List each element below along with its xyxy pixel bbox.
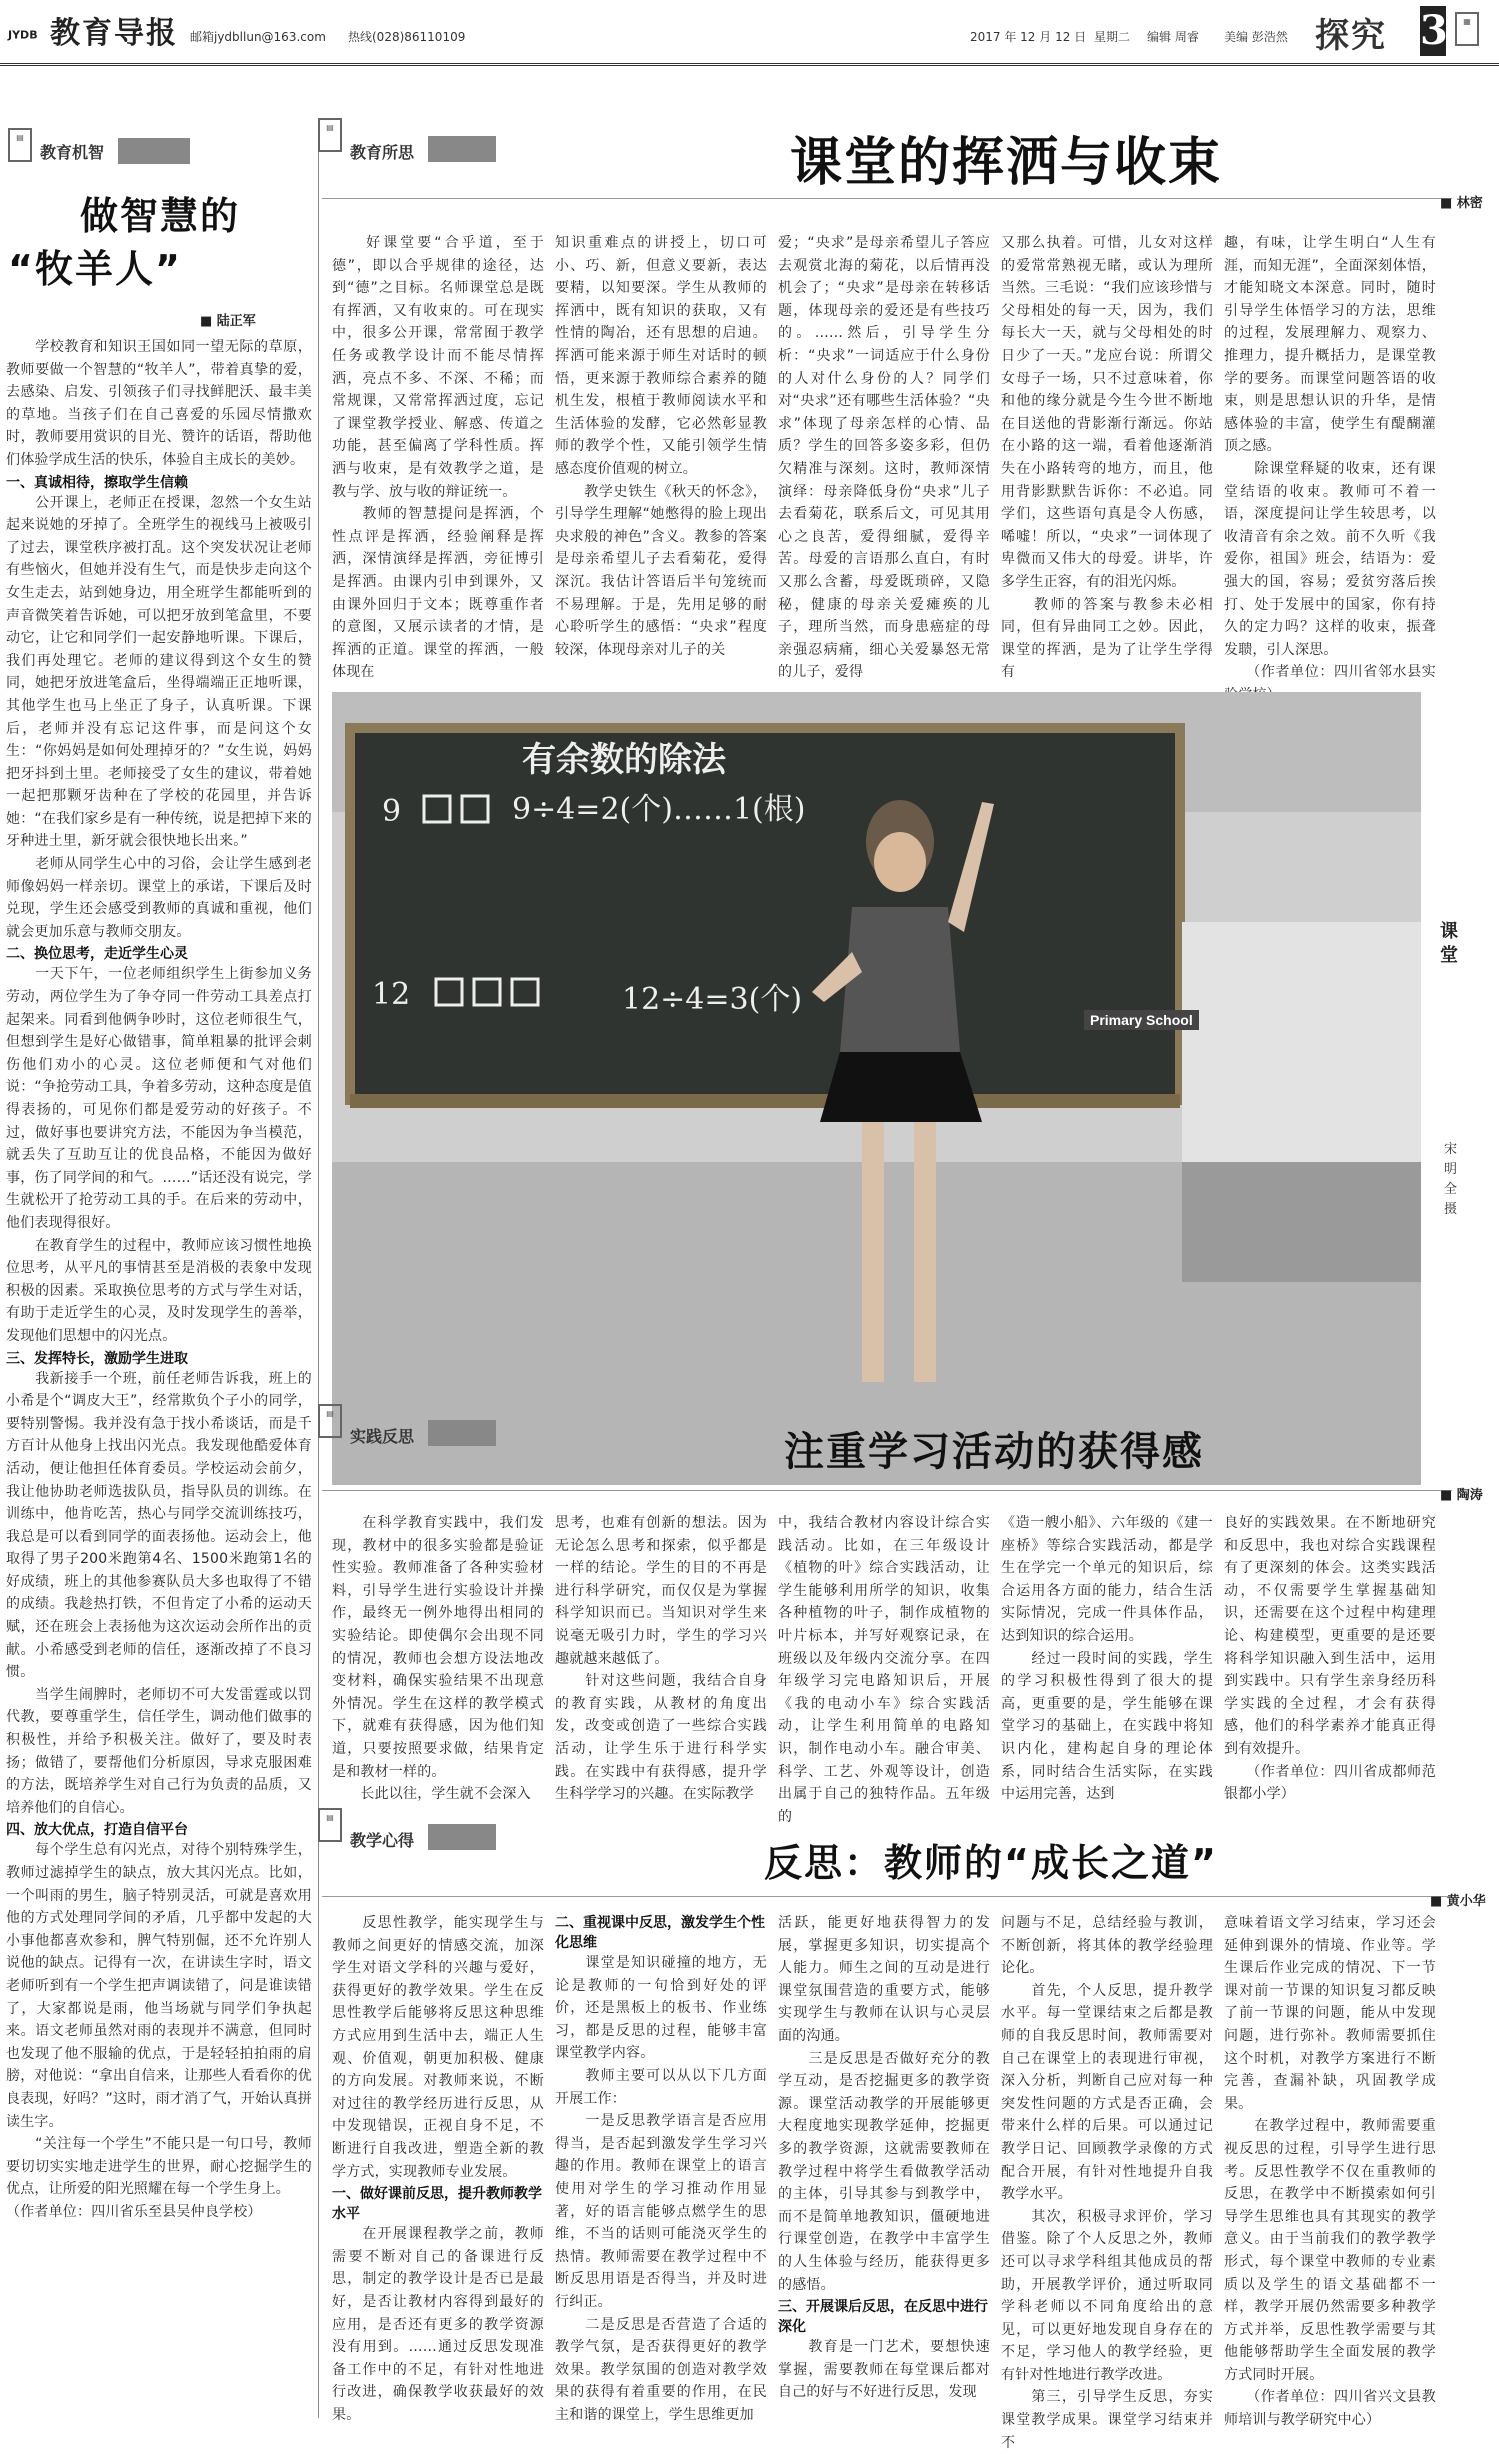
art3-col1 <box>332 1912 544 2422</box>
paragraph: 课堂是知识碰撞的地方，无论是教师的一句恰到好处的评价，还是黑板上的板书、作业练习，都是反思的过程，能够丰富课堂教学内容。 教师主要可以从以下几方面开展工作： 一是反思教学语言是否应用得当，是否起到激发学生学习兴趣的作用。教师在课堂上的语言使用对学生的学习推动作用显著，好的语言能够点燃学生的思维，不当的话则可能浇灭学生的热情。教师需要在教学过程中不断反思用语是否得当，并及时进行纠正。 二是反思是否营造了合适的教学气氛，是否获得更好的教学效果。教学氛围的创造对教学效果的获得有着重要的作用，在民主和谐的课堂上，学生思维更加 <box>555 1955 767 2423</box>
art2-col2: 思考，也难有创新的想法。因为无论怎么思考和探索，似乎都是一样的结论。学生的目的不再是进行科学研究，而仅仅是为掌握科学知识而已。当知识对学生来说毫无吸引力时，学生的学习兴趣就越来越低了。 针对这些问题，我结合自身的教育实践，从教材的角度出发，改变或创造了一些综合实践活动，让学生乐于进行科学实践。在实践中有获得感，提升学生科学学习的兴趣。在实际教学 <box>555 1515 767 1803</box>
paragraph: 当学生闹脾时，老师切不可大发雷霆或以罚代教，要尊重学生，信任学生，调动他们做事的积极性，并给予积极关注。做好了，要及时表扬；做错了，要帮他们分析原因，导求克服困难的方法，既培养学生对自己行为负责的品质，又培养他们的自信心。 <box>6 1686 312 1816</box>
paragraph: 在教育学生的过程中，教师应该习惯性地换位思考，从平凡的事情甚至是消极的表象中发现积极的因素。采取换位思考的方式与学生对话，有助于走近学生的心灵，及时发现学生的善举，发现他们思想中的闪光点。 <box>6 1237 312 1344</box>
subheading: 二、重视课中反思，激发学生个性化思维 <box>555 1915 765 1951</box>
art2-author: ■ 陶涛 <box>1440 1488 1483 1503</box>
paragraph: 每个学生总有闪光点，对待个别特殊学生，教师过滤掉学生的缺点，放大其闪光点。比如，一个叫雨的男生，脑子特别灵活，可就是喜欢用他的方式处理同学间的矛盾，几乎都中发起的大小事他都喜欢参和，脾气特别倔，还不允许别人说他的缺点。记得有一次，在讲读生字时，语文老师听到有一个学生把声调读错了，问是谁读错了，大家都说是雨，他当场就与同学们争执起来。语文老师虽然对雨的表现并不满意，但同时也发现了他不服输的优点，于是轻轻拍拍雨的肩膀，对他说：“拿出自信来，让那些人看看你的优良表现，好吗？”这时，雨才消了气，开始认真拼读生字。 <box>6 1842 312 2130</box>
art2-col3: 中，我结合教材内容设计综合实践活动。比如，在三年级设计《植物的叶》综合实践活动，让学生能够利用所学的知识，收集各种植物的叶子，制作成植物的叶片标本，并写好观察记录，在班级以及年级内交流分享。在四年级学习完电路知识后，开展《我的电动小车》综合实践活动，让学生利用简单的电路知识，制作电动小车。融合审美、科学、工艺、外观等设计，创造出属于自己的独特作品。五年级的 <box>778 1515 990 1825</box>
paragraph: 我新接手一个班，前任老师告诉我，班上的小希是个“调皮大王”，经常欺负个子小的同学，要特别警惕。我并没有急于找小希谈话，而是千方百计从他身上找出闪光点。我发现他酷爱体育活动，便让他担任体育委员。学校运动会前夕，我让他协助老师选拔队员，指导队员的训练。在训练中，他肯吃苦，热心与同学交流训练技巧，我总是可以看到同学的面表扬他。运动会上，他取得了男子200米跑第4名、1500米跑第1名的好成绩，班上的其他参赛队员大多也取得了不错的成绩。我趁热打铁，不但肯定了小希的运动天赋，还在班会上表扬他为这次运动会所作出的贡献。小希感受到老师的信任，逐渐改掉了不良习惯。 <box>6 1370 312 1681</box>
paragraph: 老师从同学生心中的习俗，会让学生感到老师像妈妈一样亲切。课堂上的承诺，下课后及时兑现，学生还会感受到教师的真诚和重视，他们就会更加乐意与教师交朋友。 <box>6 856 312 940</box>
classroom-photo <box>332 692 1421 1485</box>
subheading: 三、发挥特长，激励学生进取 <box>6 1350 188 1367</box>
column-head-art2: 实践反思 <box>350 1427 415 1446</box>
left-author: ■ 陆正军 <box>200 314 256 329</box>
subheading: 四、放大优点，打造自信平台 <box>6 1822 188 1839</box>
board-number-1: 9 <box>382 794 402 829</box>
art2-col5: 良好的实践效果。在不断地研究和反思中，我也对综合实践课程有了更深刻的体会。这类实践活动，不仅需要学生掌握基础知识，还需要在这个过程中构建理论、构建模型，更重要的是还要将科学知识融入到生活中，运用到实践中。只有学生亲身经历科学实践的全过程，才会有获得感，他们的科学素养才能真正得到有效提升。 （作者单位：四川省成都师范银都小学） <box>1224 1515 1436 1803</box>
paragraph: 活跃，能更好地获得智力的发展，掌握更多知识，切实提高个人能力。师生之间的互动是进行课堂氛围营造的重要方式，能够实现学生与教师在认识与心灵层面的沟通。 三是反思是否做好充分的教学互动，是否挖掘更多的教学资源。课堂活动教学的开展能够更大程度地实现教学延伸，挖掘更多的教学资源，这就需要教师在教学过程中将学生看做教学活动的主体，引导其参与到教学中，而不是简单地教知识，僵硬地进行课堂创造，在教学中丰富学生的人生体验与经历，能获得更多的感悟。 <box>778 1915 990 2293</box>
art1-col1: 好课堂要“合乎道，至于德”，即以合乎规律的途径，达到“德”之目标。名师课堂总是既有挥洒，又有收束的。可在现实中，很多公开课，常常囿于教学任务或教学设计而不能尽情挥洒，亮点不多、不深、不稀；而常规课，又常常挥洒过度，忘记了课堂教学授业、解惑、传道之功能，甚至偏离了学科性质。挥洒与收束，是有效教学之道，是教与学、放与收的辩证统一。 教师的智慧提问是挥洒，个性点评是挥洒，经验阐释是挥洒，深情演绎是挥洒，旁征博引是挥洒。由课内引申到课外，又由课外回归于文本；既尊重作者的意图，又展示读者的才情，是挥洒的正道。课堂的挥洒，一般体现在 <box>332 235 544 681</box>
header-phone: 热线(028)86110109 <box>348 30 466 44</box>
column-head-bar <box>118 138 190 164</box>
paragraph: 公开课上，老师正在授课，忽然一个女生站起来说她的牙掉了。全班学生的视线马上被吸引了过去，课堂秩序被打乱。这个突发状况让老师有些恼火，但她并没有生气，而是快步走向这个女生走去，站到她身边，用全班学生都能听到的声音微笑着告诉她，可以把牙放到笔盒里，不要动它，让它和同学们一起安静地听课。下课后，我们再处理它。老师的建议得到这个女生的赞同，她把牙放进笔盒后，坐得端端正正地听课，其他学生也马上坐正了身子，认真听课。下课后，老师并没有忘记这件事，而是问这个女生：“你妈妈是如何处理掉牙的？”女生说，妈妈把牙抖到土里。老师接受了女生的建议，带着她一起把那颗牙齿种在了学校的花园里，并告诉她：“在我们家乡是有一种传统，说是把掉下来的牙种进土里，新牙就会很快地长出来。” <box>6 494 312 850</box>
header-editor: 编辑 周睿 <box>1147 30 1199 44</box>
left-title-line1: 做智慧的 <box>80 194 241 238</box>
paragraph: “关注每一个学生”不能只是一句口号，教师要切切实实地走进学生的世界，耐心挖掘学生的优点，让所爱的阳光照耀在每一个学生身上。 <box>6 2136 312 2198</box>
art2-title: 注重学习活动的获得感 <box>784 1429 1204 1475</box>
photo-caption: 课堂 <box>1440 921 1458 966</box>
title-rule <box>322 1896 1452 1897</box>
paragraph: 一天下午，一位老师组织学生上街参加义务劳动，两位学生为了争夺同一件劳动工具差点打起架来。同看到他俩争吵时，这位老师很生气，但想到学生是好心做错事，简单粗暴的批评会刺伤他们劝小的心灵。这位老师便和气对他们说：“争抢劳动工具，争着多劳动，这种态度是值得表扬的，可见你们都是爱劳动的好孩子。不过，做好事也要讲究方法，不能因为争当模范，就丢失了互助互让的优良品格，不能因为做好事，伤了同学间的和气。……”话还没有说完，学生就松开了抢劳动工具的手。在后来的劳动中，他们表现得很好。 <box>6 966 312 1231</box>
paragraph: 教育是一门艺术，要想快速掌握，需要教师在每堂课后都对自己的好与不好进行反思，发现 <box>778 2339 990 2401</box>
column-head-bar <box>428 1420 496 1446</box>
art2-col1: 在科学教育实践中，我们发现，教材中的很多实验都是验证性实验。教师准备了各种实验材料，引导学生进行实验设计并操作，最终无一例外地得出相同的实验结论。即使偶尔会出现不同的情况，教师也会想方设法地改变材料，确保实验结果不出现意外情况。学生在这样的教学模式下，就难有获得感，因为他们知道，只要按照要求做，结果肯定是和教材一样的。 长此以往，学生就不会深入 <box>332 1515 544 1803</box>
newspaper-logo: JYDB 教育导报 <box>8 16 179 51</box>
art3-col4: 问题与不足，总结经验与教训，不断创新，将其体的教学经验理论化。 首先，个人反思，提升教学水平。每一堂课结束之后都是教师的自我反思时间，教师需要对自己在课堂上的表现进行审视，深入分析，判断自己应对每一种突发性问题的方式是否正确，会带来什么样的后果。可以通过记教学日记、回顾教学录像的方式配合开展，有针对性地提升自我教学水平。 其次，积极寻求评价，学习借鉴。除了个人反思之外，教师还可以寻求学科组其他成员的帮助，开展教学评价，通过听取同学科老师以不同角度给出的意见，可以更好地发现自身存在的不足，学习他人的教学经验，更有针对性地进行教学改进。 第三，引导学生反思，夯实课堂教学成果。课堂学习结束并不 <box>1001 1915 1213 2451</box>
masthead <box>0 0 1499 66</box>
photo-graphic <box>332 692 1421 1485</box>
column-head-left: 教育机智 <box>40 143 105 162</box>
art1-title: 课堂的挥洒与收束 <box>790 133 1223 193</box>
header-email: 邮箱jydbllun@163.com <box>190 30 326 44</box>
subheading: 一、做好课前反思，提升教师教学水平 <box>332 2186 542 2223</box>
paragraph: 反思性教学，能实现学生与教师之间更好的情感交流，加深学生对语文学科的兴趣与爱好，获得更好的教学效果。学生在反思性教学后能够将反思这种思维方式应用到生活中去，端正人生观、价值观，朝更加积极、健康的方向发展。对教师来说，不断对过往的教学经历进行反思，从中发现错误，正视自身不足，不断进行自我改进，塑造全新的教学方式，实现教师专业发展。 <box>332 1915 544 2180</box>
column-stamp-icon: ▤ <box>318 118 342 152</box>
art1-col3: 爱；“央求”是母亲希望儿子答应去观赏北海的菊花，以后情再没机会了；“央求”是母亲在转移话题，体现母亲的爱还是有些技巧的。……然后，引导学生分析：“央求”一词适应于什么身份的人对什么身份的人？同学们对“央求”还有哪些生活体验？“央求”体现了母亲怎样的心情、品质？学生的回答多姿多彩，但仍欠精准与深刻。这时，教师深情演绎：母亲降低身份“央求”儿子去看菊花，联系后文，可见其用心之良苦，爱得细腻，爱得辛苦。母爱的言语那么直白，有时又那么含蓄，母爱既琐碎，又隐秘，健康的母亲关爱瘫痪的儿子，理所当然，而身患癌症的母亲强忍病痛，细心关爱暴怒无常的儿子，爱得 <box>778 235 990 681</box>
header-date: 2017 年 12 月 12 日 <box>970 30 1087 44</box>
title-rule <box>322 1490 1452 1491</box>
header-weekday: 星期二 <box>1094 30 1131 44</box>
title-rule <box>322 198 1452 199</box>
column-head-bar <box>428 136 496 162</box>
art3-col3 <box>778 1912 990 2422</box>
column-stamp-icon: ▤ <box>318 1808 342 1842</box>
paragraph: 学校教育和知识王国如同一望无际的草原，教师要做一个智慧的“牧羊人”，带着真挚的爱，去感染、启发、引领孩子们寻找鲜肥沃、最丰美的草地。当孩子们在自己喜爱的乐园尽情撒欢时，教师要用赏识的目光、赞许的话语，帮助他们体验学成生活的快乐，体验自主成长的美妙。 <box>6 339 312 468</box>
byline-unit: （作者单位：四川省乐至县吴仲良学校） <box>6 2203 262 2220</box>
art3-author: ■ 黄小华 <box>1430 1894 1486 1909</box>
subheading: 三、开展课后反思，在反思中进行深化 <box>778 2299 988 2336</box>
page-number: 3 <box>1420 7 1448 54</box>
art3-col2 <box>555 1912 767 2422</box>
paragraph: 在开展课程教学之前，教师需要不断对自己的备课进行反思，制定的教学设计是否已是最好，是否让教材内容得到最好的应用，是否还有更多的教学资源没有用到。……通过反思发现准备工作中的不足，有针对性地进行改进，确保教学收获最好的效果。 <box>332 2226 544 2423</box>
art2-col4: 《造一艘小船》、六年级的《建一座桥》等综合实践活动，都是学生在学完一个单元的知识后，综合运用各方面的能力，结合生活实际情况，完成一件具体作品，达到知识的综合运用。 经过一段时间的实践，学生的学习积极性得到了很大的提高，更重要的是，学生能够在课堂学习的基础上，在实践中将知识内化，建构起自身的理论体系，同时结合生活实际，在实践中运用完善，达到 <box>1001 1515 1213 1803</box>
column-stamp-icon: ▤ <box>8 128 32 162</box>
art1-col2: 知识重难点的讲授上，切口可小、巧、新，但意义要新，表达要精，以知要深。学生从教师的挥洒中，既有知识的获取，又有性情的陶冶，还有思想的启迪。挥洒可能来源于师生对话时的顿悟，更来源于教师综合素养的随机生发，根植于教师阅读水平和生活体验的发酵，它必然彰显教师的教学个性，又能引领学生情感态度价值观的树立。 教学史铁生《秋天的怀念》，引导学生理解“她憋得的脸上现出央求般的神色”含义。教参的答案是母亲希望儿子去看菊花，爱得深沉。我估计答语后半句笼统而不易理解。于是，先用足够的耐心聆听学生的感悟：“央求”程度较深，体现母亲对儿子的关 <box>555 235 767 658</box>
column-stamp-icon: ▤ <box>318 1404 342 1438</box>
left-title-line2: “牧羊人” <box>8 247 182 291</box>
board-number-2: 12 <box>372 977 411 1012</box>
left-article-body <box>6 336 312 2416</box>
subheading: 二、换位思考，走近学生心灵 <box>6 946 188 963</box>
art1-author: ■ 林密 <box>1440 196 1483 211</box>
photo-credit: 宋明全摄 <box>1444 1142 1458 1217</box>
header-designer: 美编 彭浩然 <box>1224 30 1288 44</box>
art3-title: 反思：教师的“成长之道” <box>764 1841 1218 1885</box>
board-title: 有余数的除法 <box>522 740 726 780</box>
column-head-bar <box>428 1824 496 1850</box>
subheading: 一、真诚相待，擦取学生信赖 <box>6 474 188 491</box>
board-equation-2: 12÷4=3(个) <box>622 982 803 1017</box>
column-divider <box>318 118 319 2418</box>
board-equation-1: 9÷4=2(个)……1(根) <box>512 792 806 827</box>
stamp-icon: ▦ <box>1455 12 1479 46</box>
school-sign: Primary School <box>1084 1010 1199 1030</box>
art1-col5: 趣，有味，让学生明白“人生有涯，而知无涯”，全面深刻体悟，才能知晓文本深意。同时，随时引导学生体悟学习的方法，思维的过程，发展理解力、观察力、推理力，提升概括力，是课堂教学的要务。而课堂问题答语的收束，则是思想认识的升华，是情感体验的丰富，使学生有醍醐灌顶之感。 除课堂释疑的收束，还有课堂结语的收束。教师可不着一语，深度提问让学生较思考，以收清音有余之效。前不久听《我爱你，祖国》班会，结语为：爱强大的国，容易；爱贫穷落后挨打、处于发展中的国家，你有持久的定力吗？这样的收束，振聋发聩，引人深思。 （作者单位：四川省邻水县实 <box>1224 235 1436 681</box>
art3-col5: 意味着语文学习结束，学习还会延伸到课外的情境、作业等。学生课后作业完成的情况、下一节课对前一节课的知识复习都反映了前一节课的问题，能从中发现问题，进行弥补。教师需要抓住这个时机，对教学方案进行不断完善，查漏补缺，巩固教学成果。 在教学过程中，教师需要重视反思的过程，引导学生进行思考。反思性教学不仅在重教师的反思，在教学中不断摸索如何引导学生思维也具有其现实的教学意义。由于当前我们的教学教学形式，每个课堂中教师的专业素质以及学生的语文基础都不一样，教学开展仍然需要多种教学方式并举，反思性教学需要与其他能够帮助学生全面发展的教学方式同时开展。 （作者单位：四川省兴文县教师培训与教学研究中心） <box>1224 1915 1436 2429</box>
column-head-art1: 教育所思 <box>350 143 415 162</box>
art1-col4: 又那么执着。可惜，儿女对这样的爱常常熟视无睹，或认为理所当然。三毛说：“我们应该珍惜与父母相处的每一天，因为，我们每长大一天，就与父母相处的时日少了一天。”龙应台说：所谓父女母子一场，只不过意味着，你和他的缘分就是今生今世不断地在目送他的背影渐行渐远。你站在小路的这一端，看着他逐渐消失在小路转弯的地方，而且，他用背影默默告诉你：不必追。同学们，这些语句真是令人伤感，唏嘘！所以，“央求”一词体现了卑微而又伟大的母爱。讲毕，许多学生正容，有的泪光闪烁。 教师的答案与教参未必相同，但有异曲同工之妙。因此，课堂的挥洒，是为了让学生学得有 <box>1001 235 1213 681</box>
section-title: 探究 <box>1315 16 1387 56</box>
column-head-art3: 教学心得 <box>350 1831 415 1850</box>
